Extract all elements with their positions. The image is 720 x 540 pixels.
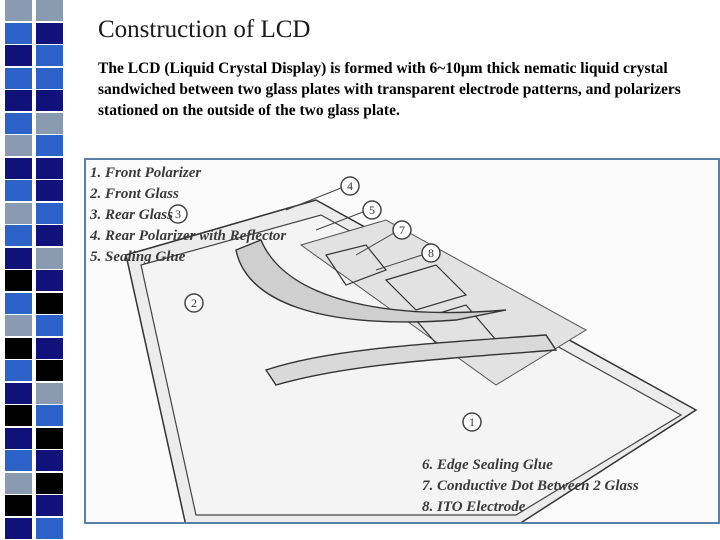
legend-right [422, 455, 639, 518]
slide-title: Construction of LCD [98, 16, 311, 43]
stripe-square [36, 293, 63, 315]
stripe-square [36, 338, 63, 360]
stripe-square [36, 23, 63, 45]
stripe-square [5, 270, 32, 292]
stripe-square [5, 450, 32, 472]
stripe-square [5, 45, 32, 67]
stripe-square [5, 0, 32, 22]
stripe-square [36, 158, 63, 180]
stripe-square [5, 428, 32, 450]
stripe-square [5, 23, 32, 45]
stripe-square [36, 383, 63, 405]
stripe-square [5, 383, 32, 405]
legend-item: 1. Front Polarizer [90, 165, 202, 181]
callout-number: 2 [191, 296, 197, 310]
legend-item: 3. Rear Glass [90, 207, 173, 223]
stripe-square [5, 203, 32, 225]
stripe-square [5, 158, 32, 180]
stripe-square [36, 495, 63, 517]
stripe-square [5, 495, 32, 517]
callout-number: 1 [469, 415, 475, 429]
stripe-square [36, 405, 63, 427]
decorative-stripe [0, 0, 74, 540]
callout-number: 4 [347, 179, 353, 193]
callout-number: 8 [428, 246, 434, 260]
stripe-square [36, 203, 63, 225]
stripe-square [5, 248, 32, 270]
stripe-square [36, 473, 63, 495]
stripe-square [36, 113, 63, 135]
stripe-square [5, 518, 32, 540]
callout-number: 7 [399, 223, 405, 237]
stripe-square [36, 450, 63, 472]
callout-number: 5 [369, 203, 375, 217]
callout-number: 3 [175, 207, 181, 221]
stripe-square [36, 248, 63, 270]
stripe-square [5, 360, 32, 382]
stripe-square [36, 225, 63, 247]
stripe-square [5, 68, 32, 90]
legend-item: 2. Front Glass [90, 186, 179, 202]
stripe-square [36, 518, 63, 540]
stripe-square [5, 293, 32, 315]
stripe-square [36, 270, 63, 292]
slide-description: The LCD (Liquid Crystal Display) is formed with 6~10μm thick nematic liquid crystal sandwiched between two glass plates with transparent electrode patterns, and polarizers stationed on the outside of the two glass plate. [98, 60, 681, 119]
stripe-square [5, 405, 32, 427]
legend-left [90, 163, 286, 268]
stripe-square [5, 473, 32, 495]
legend-item: 5. Sealing Glue [90, 249, 186, 265]
stripe-square [5, 338, 32, 360]
legend-item: 7. Conductive Dot Between 2 Glass [422, 478, 639, 494]
stripe-square [36, 315, 63, 337]
stripe-square [36, 68, 63, 90]
stripe-square [36, 135, 63, 157]
legend-item: 4. Rear Polarizer with Reflector [90, 228, 287, 244]
stripe-square [5, 315, 32, 337]
legend-item: 8. ITO Electrode [422, 499, 526, 515]
legend-item: 6. Edge Sealing Glue [422, 457, 553, 473]
stripe-square [5, 225, 32, 247]
stripe-square [5, 90, 32, 112]
stripe-square [36, 180, 63, 202]
stripe-square [36, 45, 63, 67]
stripe-square [36, 360, 63, 382]
stripe-square [5, 180, 32, 202]
stripe-square [36, 428, 63, 450]
stripe-square [36, 0, 63, 22]
stripe-square [5, 113, 32, 135]
stripe-square [5, 135, 32, 157]
stripe-square [36, 90, 63, 112]
